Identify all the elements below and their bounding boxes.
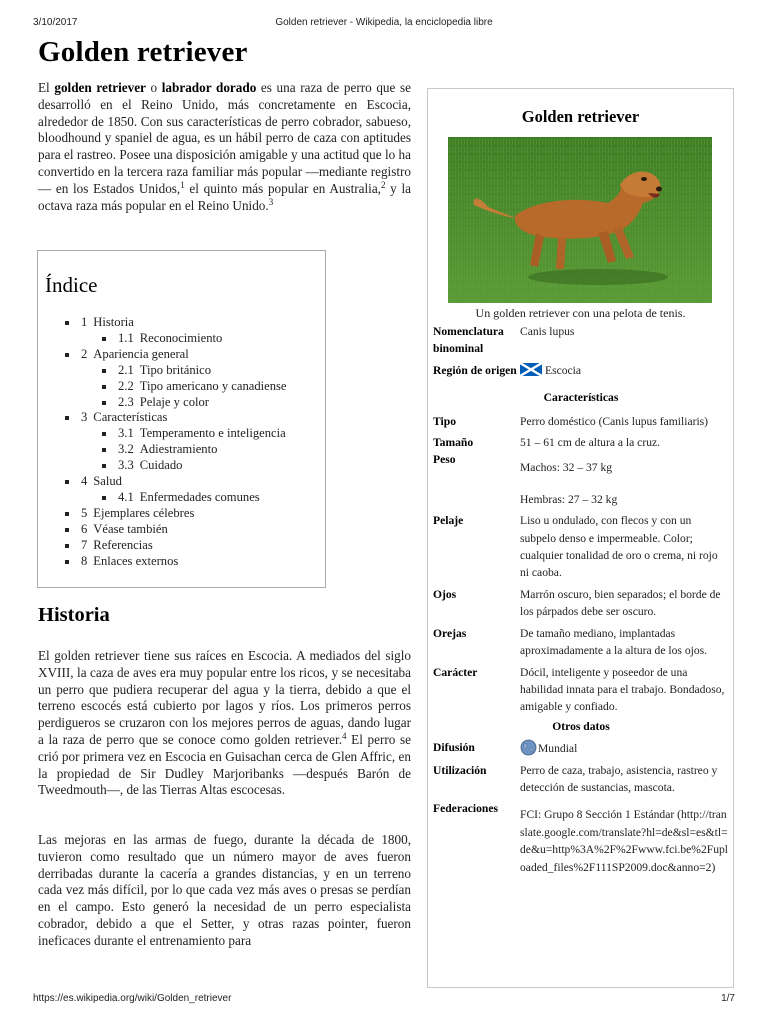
- intro-bold-term: labrador dorado: [161, 80, 257, 95]
- print-footer: [33, 993, 735, 1007]
- toc-label[interactable]: Cuidado: [139, 458, 183, 473]
- infobox-value: [433, 739, 729, 757]
- infobox-row-ojos: [433, 586, 729, 621]
- federaciones-link[interactable]: FCI: Grupo 8 Sección 1 Estándar (http://translate.google.com/translate?hl=de&sl=es&tl=de&u=http%3A%2F%2Fwww.fci.be%2Fuploaded_files%2F111SP2009.doc&anno=2): [520, 808, 729, 874]
- toc-number: 3.1: [118, 426, 134, 441]
- infobox-key: Utilización: [433, 763, 487, 777]
- toc-label[interactable]: Véase también: [93, 521, 168, 536]
- toc-label[interactable]: Historia: [93, 315, 134, 329]
- toc-label[interactable]: Características: [93, 410, 168, 425]
- toc-label[interactable]: Enfermedades comunes: [139, 489, 260, 504]
- infobox-key: Región de origen: [433, 363, 517, 377]
- history-text: El perro se crió por primera vez en Escocia en Guisachan cerca de Glen Affric, en la propiedad de Sir Dudley Marjoribanks —después Barón de Tweedmouth—, de las Tierras Altas escocesas.: [38, 731, 412, 798]
- toc-item[interactable]: [38, 490, 325, 506]
- toc-item[interactable]: [38, 347, 325, 363]
- infobox-value: Canis lupus: [520, 325, 575, 338]
- infobox-title: Golden retriever: [521, 107, 640, 126]
- toc-item[interactable]: [38, 474, 325, 490]
- toc-label[interactable]: Ejemplares célebres: [93, 505, 195, 520]
- reference-link[interactable]: 4: [342, 730, 347, 741]
- toc-number: 2.2: [118, 378, 134, 393]
- toc-title: Índice: [45, 273, 98, 297]
- toc-label[interactable]: Temperamento e inteligencia: [139, 426, 286, 441]
- infobox-value: [520, 362, 729, 379]
- toc-item[interactable]: [38, 395, 325, 411]
- print-doc-title: Golden retriever - Wikipedia, la enciclopedia libre: [275, 17, 493, 28]
- toc-item[interactable]: [38, 442, 325, 458]
- intro-text: es una raza de perro que se desarrolló en el Reino Unido, más concretamente en Escocia, alrededor de 1850. Con sus características de perro cobrador, sabueso, bloodhound y spaniel de agua, es un hábil perro de caza con aptitudes para el rastreo. Posee una disposición amigable y una actitud que lo ha convertido en la tercera raza familiar más popular —mediante registro— en los Estados Unidos,: [38, 80, 412, 196]
- peso-machos: Machos: 32 – 37 kg: [520, 461, 613, 475]
- toc-item[interactable]: [38, 522, 325, 538]
- infobox-row-region: [433, 362, 729, 379]
- infobox-value: Dócil, inteligente y poseedor de una habilidad innata para el trabajo. Bondadoso, amigable y confiado.: [520, 665, 725, 714]
- infobox-value: Perro doméstico (Canis lupus familiaris): [520, 414, 709, 428]
- infobox-value: [520, 800, 729, 876]
- intro-bold-term: golden retriever: [54, 80, 146, 95]
- region-link[interactable]: Escocia: [545, 363, 582, 377]
- reference-link[interactable]: 2: [380, 179, 386, 190]
- globe-icon: [520, 739, 537, 756]
- toc-number: 7: [81, 537, 88, 552]
- infobox-row-tipo: [433, 413, 729, 430]
- intro-text: y la octava raza más popular en el Reino Unido.: [38, 180, 411, 213]
- infobox-key: Peso: [433, 453, 456, 467]
- toc-number: 5: [81, 505, 88, 520]
- infobox-key: Tipo: [433, 414, 456, 428]
- toc-number: 4: [81, 474, 88, 489]
- toc-label[interactable]: Pelaje y color: [139, 394, 209, 409]
- golden-retriever-photo[interactable]: [448, 137, 712, 303]
- infobox-value: [520, 451, 729, 508]
- toc-item[interactable]: [38, 410, 325, 426]
- peso-hembras: Hembras: 27 – 32 kg: [520, 492, 618, 506]
- infobox-key: Orejas: [433, 626, 467, 640]
- toc-number: 3: [81, 410, 88, 425]
- infobox-rows: [433, 323, 729, 880]
- infobox-value: Marrón oscuro, bien separados; el borde de los párpados debe ser oscuro.: [520, 587, 721, 619]
- infobox-key: Pelaje: [433, 514, 464, 528]
- toc-item[interactable]: [38, 426, 325, 442]
- reference-link[interactable]: 1: [180, 179, 185, 190]
- infobox-key: Ojos: [433, 587, 457, 601]
- toc-item[interactable]: [38, 506, 325, 522]
- section-title-historia: Historia: [38, 604, 110, 626]
- toc-number: 3.2: [118, 442, 134, 457]
- intro-text: El: [38, 80, 55, 95]
- toc-number: 2.3: [118, 394, 134, 409]
- toc-item[interactable]: [38, 538, 325, 554]
- history-paragraph: Las mejoras en las armas de fuego, durante la década de 1800, tuvieron como resultado que un número mayor de aves fueron derribadas durante la cacería a grandes distancias, y en un terreno cada vez más difícil, por lo que cada vez más aves o presas se perdían en el campo. Esto generó la necesidad de un perro especialista cobrador, debido a que el Setter, y otras razas pointer, fueron ineficaces durante el entrenamiento para: [38, 832, 411, 948]
- infobox-row-nomenclatura: [433, 323, 729, 358]
- infobox-section-otros-datos: Otros datos: [552, 719, 610, 733]
- infobox-caption: Un golden retriever con una pelota de tenis.: [475, 306, 686, 320]
- infobox-key: Federaciones: [433, 802, 499, 816]
- page-title: Golden retriever: [38, 36, 248, 68]
- infobox-value: Liso u ondulado, con flecos y con un subpelo denso e impermeable. Color; cualquier tonalidad de oro o crema, ni rojo ni caoba.: [520, 514, 718, 580]
- infobox-row-peso: [433, 451, 729, 508]
- toc-label[interactable]: Adiestramiento: [139, 442, 218, 457]
- page-number: 1/7: [721, 993, 735, 1004]
- toc-label[interactable]: Referencias: [93, 537, 153, 552]
- toc-number: 1.1: [118, 330, 134, 345]
- history-paragraph: [38, 648, 411, 799]
- history-text: El golden retriever tiene sus raíces en Escocia. A mediados del siglo XVIII, la caza de aves era muy popular entre los ricos, y se necesitaba un perro que pudiera recuperar del agua y la tierra, debido a que el terreno escocés está cubierto por lagos y ríos. Los primeros perros perdigueros se cruzaron con los mejores perros de aguas, dando lugar a la raza de perro que se conoce como golden retriever.: [38, 648, 411, 747]
- toc-item[interactable]: [38, 331, 325, 347]
- difusion-value: Mundial: [538, 742, 578, 756]
- infobox: [427, 88, 734, 988]
- infobox-row-caracter: [433, 664, 729, 716]
- print-header: [33, 17, 735, 31]
- toc-number: 2.1: [118, 362, 134, 377]
- print-date: 3/10/2017: [33, 17, 78, 28]
- toc-list: [38, 315, 325, 570]
- infobox-section-caracteristicas: Características: [543, 391, 619, 405]
- toc-number: 3.3: [118, 458, 134, 473]
- toc-label[interactable]: Enlaces externos: [93, 553, 179, 568]
- toc-label[interactable]: Tipo británico: [139, 362, 212, 377]
- intro-paragraph: [38, 80, 411, 214]
- table-of-contents: [37, 250, 326, 588]
- infobox-row-utilizacion: [433, 762, 729, 797]
- infobox-value: De tamaño mediano, implantadas aproximadamente a la altura de los ojos.: [520, 626, 708, 658]
- infobox-row-tamano: [433, 434, 729, 451]
- toc-number: 4.1: [118, 489, 134, 504]
- infobox-key: Tamaño: [433, 436, 474, 450]
- infobox-value: 51 – 61 cm de altura a la cruz.: [520, 436, 661, 450]
- intro-text: o: [145, 80, 162, 95]
- toc-label[interactable]: Apariencia general: [93, 346, 189, 361]
- dog-illustration-icon: [448, 137, 712, 303]
- print-url: https://es.wikipedia.org/wiki/Golden_retriever: [33, 993, 232, 1004]
- toc-number: 2: [81, 346, 88, 361]
- infobox-key: Difusión: [433, 741, 475, 755]
- toc-item[interactable]: [38, 458, 325, 474]
- toc-number: 8: [81, 553, 88, 568]
- toc-item[interactable]: [38, 379, 325, 395]
- intro-text: el quinto más popular en Australia,: [184, 180, 381, 196]
- toc-item[interactable]: [38, 315, 325, 331]
- toc-item[interactable]: [38, 554, 325, 570]
- infobox-row-federaciones: [433, 800, 729, 876]
- reference-link[interactable]: 3: [268, 196, 274, 207]
- infobox-row-difusion: [433, 739, 729, 757]
- toc-label[interactable]: Salud: [93, 474, 122, 489]
- toc-number: 1: [81, 315, 88, 329]
- infobox-row-orejas: [433, 625, 729, 660]
- toc-label[interactable]: Tipo americano y canadiense: [139, 378, 287, 393]
- infobox-value: Perro de caza, trabajo, asistencia, rastreo y detección de sustancias, mascota.: [520, 763, 718, 794]
- toc-label[interactable]: Reconocimiento: [139, 330, 223, 345]
- infobox-key: Carácter: [433, 665, 478, 679]
- toc-number: 6: [81, 521, 88, 536]
- toc-item[interactable]: [38, 363, 325, 379]
- infobox-row-pelaje: [433, 512, 729, 582]
- scotland-flag-icon: [520, 363, 542, 376]
- infobox-key: Nomenclatura binominal: [433, 325, 504, 356]
